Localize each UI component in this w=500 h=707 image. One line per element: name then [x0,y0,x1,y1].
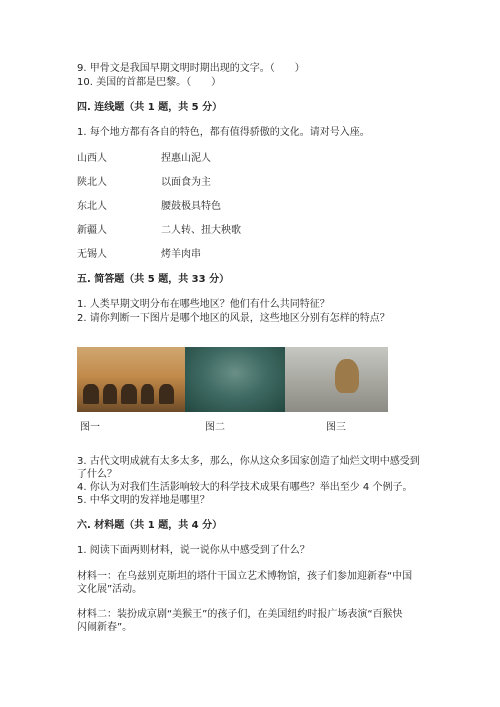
section5-q4: 4. 你认为对我们生活影响较大的科学技术成果有哪些？举出至少 4 个例子。 [77,482,413,493]
section5-q2: 2. 请你判断一下图片是哪个地区的风景，这些地区分别有怎样的特点？ [77,313,390,324]
section5-q5: 5. 中华文明的发祥地是哪里？ [77,495,210,506]
desert-camels-photo [77,347,185,412]
match-left-1: 山西人 [77,153,107,164]
material1-line1: 材料一：在乌兹别克斯坦的塔什干国立艺术博物馆，孩子们参加迎新春“中国 [77,571,413,582]
match-right-3: 腰鼓极具特色 [161,201,221,212]
section4-heading: 四. 连线题（共 1 题，共 5 分） [77,102,223,113]
section5-q1: 1. 人类早期文明分布在哪些地区？他们有什么共同特征？ [77,299,330,310]
material2-line1: 材料二：装扮成京剧“美猴王”的孩子们，在美国纽约时报广场表演“百猴快 [77,609,403,620]
judge-q10: 10. 美国的首都是巴黎。（ ） [77,77,222,88]
match-right-2: 以面食为主 [161,177,211,188]
match-left-3: 东北人 [77,201,107,212]
section5-q3-line2: 了什么？ [77,469,117,480]
caption-figure-1: 图一 [80,422,100,433]
caption-figure-3: 图三 [326,422,346,433]
match-right-1: 捏惠山泥人 [161,153,211,164]
aerial-river-photo [185,347,285,412]
caption-figure-2: 图二 [205,422,225,433]
match-right-4: 二人转、扭大秧歌 [161,225,241,236]
section4-question: 1. 每个地方都有各自的特色，都有值得骄傲的文化。请对号入座。 [77,127,370,138]
match-left-4: 新疆人 [77,225,107,236]
material1-line2: 文化展”活动。 [77,584,143,595]
snow-animal-photo [285,347,388,412]
judge-q9: 9. 甲骨文是我国早期文明时期出现的文字。（ ） [77,63,305,74]
match-left-5: 无锡人 [77,249,107,260]
section5-heading: 五. 简答题（共 5 题，共 33 分） [77,274,230,285]
section6-heading: 六. 材料题（共 1 题，共 4 分） [77,520,223,531]
section6-question: 1. 阅读下面两则材料，说一说你从中感受到了什么？ [77,545,310,556]
section5-q3-line1: 3. 古代文明成就有太多太多，那么，你从这众多国家创造了灿烂文明中感受到 [77,456,420,467]
match-right-5: 烤羊肉串 [161,249,201,260]
match-left-2: 陕北人 [77,177,107,188]
material2-line2: 闪闹新春”。 [77,622,133,633]
